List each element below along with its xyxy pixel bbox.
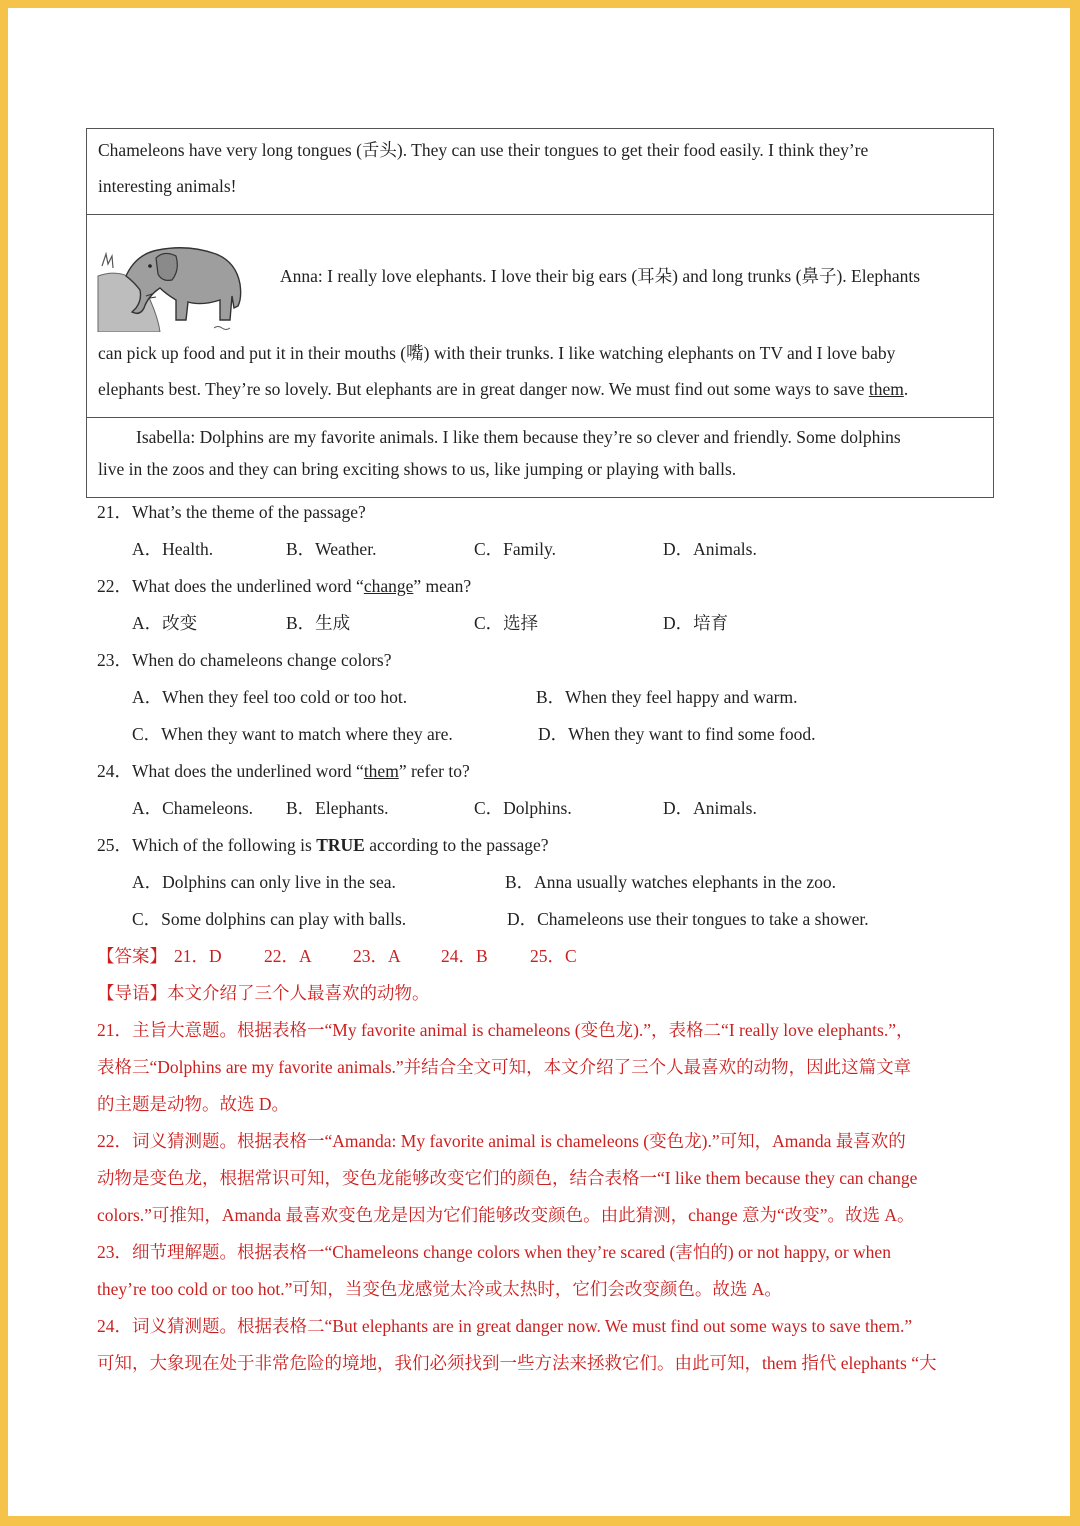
option-d: D．Animals. [663,539,757,559]
answer-21: 21．D [174,946,222,966]
elephant-illustration [96,236,248,332]
option-c: C．选择 [474,613,539,633]
passage-text-segment: . [903,379,909,399]
explanation-line: 22．词义猜测题。根据表格一“Amanda: My favorite animal is chameleons (变色龙).”可知，Amanda 最喜欢的 [97,1131,906,1151]
stem-segment: ” refer to? [398,761,470,781]
option-d: D．When they want to find some food. [538,724,816,744]
passage-text: live in the zoos and they can bring exciting shows to us, like jumping or playing with balls. [98,459,737,479]
stem-segment: 24．What does the underlined word “ [97,761,364,781]
option-a: A．Dolphins can only live in the sea. [132,872,396,892]
passage-text [98,378,908,400]
option-a: A．Chameleons. [132,798,254,818]
explanation-intro: 【导语】本文介绍了三个人最喜欢的动物。 [97,983,430,1003]
option-b: B．Anna usually watches elephants in the zoo. [505,872,836,892]
stem-segment: according to the passage? [364,835,549,855]
option-c: C．Dolphins. [474,798,572,818]
option-d: D．培育 [663,613,729,633]
question-stem [97,575,471,597]
passage-text: Anna: I really love elephants. I love their big ears (耳朵) and long trunks (鼻子). Elephants [280,266,921,286]
option-c: C．Family. [474,539,556,559]
bold-word: TRUE [316,835,365,855]
stem-segment: 22．What does the underlined word “ [97,576,364,596]
option-b: B．生成 [286,613,351,633]
passage-text-segment: elephants best. They’re so lovely. But elephants are in great danger now. We must find out some ways to save [98,379,869,399]
option-d: D．Chameleons use their tongues to take a shower. [507,909,869,929]
passage-text: Chameleons have very long tongues (舌头). They can use their tongues to get their food easily. I think they’re [98,140,869,160]
answer-22: 22．A [264,946,312,966]
answer-24: 24．B [441,946,488,966]
explanation-line: 的主题是动物。故选 D。 [97,1094,290,1114]
document-page [8,8,1070,1516]
option-a: A．改变 [132,613,198,633]
question-stem [97,834,549,856]
underlined-word: them [363,761,399,781]
option-b: B．Weather. [286,539,377,559]
explanation-line: 24．词义猜测题。根据表格二“But elephants are in great danger now. We must find out some ways to save them.” [97,1316,913,1336]
option-b: B．Elephants. [286,798,389,818]
option-b: B．When they feel happy and warm. [536,687,798,707]
passage-text: interesting animals! [98,176,237,196]
passage-text: Isabella: Dolphins are my favorite animals. I like them because they’re so clever and friendly. Some dolphins [136,427,901,447]
option-c: C．When they want to match where they are. [132,724,453,744]
underlined-word: change [363,576,414,596]
underlined-word: them [868,379,904,399]
question-stem: 23．When do chameleons change colors? [97,650,392,670]
explanation-line: 21．主旨大意题。根据表格一“My favorite animal is chameleons (变色龙).”，表格二“I really love elephants.”， [97,1020,914,1040]
explanation-line: colors.”可推知，Amanda 最喜欢变色龙是因为它们能够改变颜色。由此猜测，change 意为“改变”。故选 A。 [97,1205,915,1225]
explanation-line: 表格三“Dolphins are my favorite animals.”并结合全文可知，本文介绍了三个人最喜欢的动物，因此这篇文章 [97,1057,912,1077]
answer-23: 23．A [353,946,401,966]
explanation-line: 可知，大象现在处于非常危险的境地，我们必须找到一些方法来拯救它们。由此可知，them 指代 elephants “大 [97,1353,937,1373]
explanation-line: 动物是变色龙，根据常识可知，变色龙能够改变它们的颜色，结合表格一“I like them because they can change [97,1168,918,1188]
option-a: A．Health. [132,539,214,559]
stem-segment: ” mean? [413,576,472,596]
question-stem [97,760,470,782]
explanation-line: 23．细节理解题。根据表格一“Chameleons change colors when they’re scared (害怕的) or not happy, or when [97,1242,891,1262]
option-d: D．Animals. [663,798,757,818]
stem-segment: 25．Which of the following is [97,835,317,855]
explanation-line: they’re too cold or too hot.”可知，当变色龙感觉太冷或太热时，它们会改变颜色。故选 A。 [97,1279,782,1299]
question-stem: 21．What’s the theme of the passage? [97,502,366,522]
passage-text: can pick up food and put it in their mouths (嘴) with their trunks. I like watching elephants on TV and I love baby [98,343,896,363]
option-c: C．Some dolphins can play with balls. [132,909,407,929]
option-a: A．When they feel too cold or too hot. [132,687,408,707]
answer-label: 【答案】 [97,946,167,966]
answer-25: 25．C [530,946,577,966]
